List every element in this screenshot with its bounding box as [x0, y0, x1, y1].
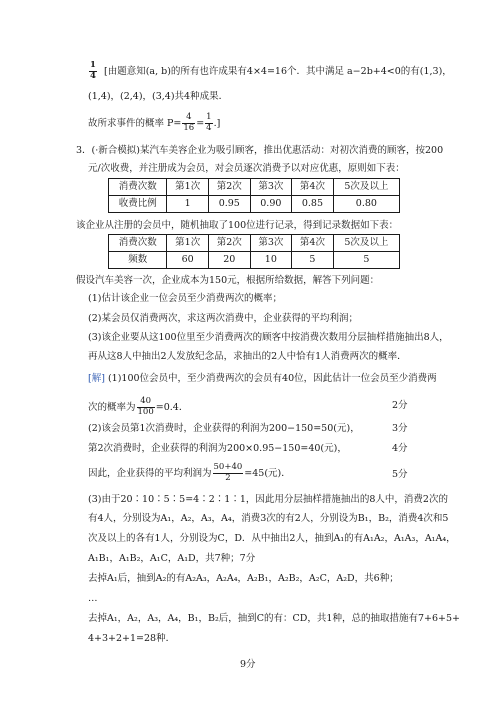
solution-line-3h: 4+3+2+1=28种．	[88, 633, 176, 644]
solution-line-3f: …	[88, 593, 98, 604]
solution-line-3a: (3)由于20∶10∶5∶5=4∶2∶1∶1，因此用分层抽样措施抽出的8人中，消费2次的	[88, 494, 448, 505]
solution-line-1b: 次的概率为 $\frac{40}{100}$ =0.4．	[88, 396, 189, 417]
question-3-line-3: 该企业从注册的会员中，随机抽取了100位进行记录，得到记录数据如下表：	[76, 220, 399, 231]
question-3-line-4: 假设汽车美容一次，企业成本为150元，根据所给数据，解答下列问题：	[76, 275, 380, 286]
frequency-table	[108, 234, 400, 269]
score-mark: 5分	[392, 469, 408, 480]
solution-line-2c: 因此，企业获得的平均利润为 $\frac{50+40}{2}$ =45(元)．	[88, 462, 291, 483]
answer-fraction: $\frac{1}{4}$	[90, 60, 96, 81]
question-3-part-3-b: 再从这8人中抽出2人发放纪念品，求抽出的2人中恰有1人消费两次的概率．	[88, 351, 407, 362]
question-3-part-2: (2)某会员仅消费两次，求这两次消费中，企业获得的平均利润；	[88, 313, 358, 324]
table-row: 频数 60 20 10 5 5	[109, 252, 400, 269]
score-mark: 2分	[392, 400, 408, 411]
question-3-line-2: 元/次收费，并注册成为会员，对会员逐次消费予以对应优惠，原则如下表：	[88, 163, 405, 174]
score-mark: 9分	[240, 659, 256, 670]
table-row: 消费次数 第1次 第2次 第3次 第4次 5次及以上	[109, 235, 400, 252]
solution-label: [解]	[88, 373, 105, 384]
solution-line-3e: 去掉A₁后，抽到A₂的有A₂A₃，A₂A₄，A₂B₁，A₂B₂，A₂C，A₂D，共6种；	[88, 573, 399, 584]
solution-line-3g: 去掉A₁，A₂，A₃，A₄，B₁，B₂后，抽到C的有：CD，共1种，总的抽取措施有7+6+5+	[88, 613, 460, 624]
question-3-line-1: 3．(·新合模拟)某汽车美容企业为吸引顾客，推出优惠活动：对初次消费的顾客，按200	[76, 145, 444, 156]
solution-line-2b: 第2次消费时，企业获得的利润为200×0.95−150=40(元)，	[88, 443, 347, 454]
discount-table	[108, 178, 400, 213]
solution-line-3b: 有4人，分别设为A₁，A₂，A₃，A₄，消费3次的有2人，分别设为B₁，B₂，消费4次和5	[88, 513, 449, 524]
question-3-part-1: (1)估计该企业一位会员至少消费两次的概率；	[88, 293, 282, 304]
score-mark: 3分	[392, 423, 408, 434]
solution-line-3d: A₁B₁，A₁B₂，A₁C，A₁D，共7种；7分	[88, 553, 256, 564]
solution-line-3c: 次及以上的各有1人，分别设为C，D．从中抽出2人，抽到A₁的有A₁A₂，A₁A₃，A₁A₄，	[88, 533, 456, 544]
answer-line-1: [由题意知(a, b)的所有也许成果有4×4=16个．其中满足 a−2b+4<0的有(1,3)，	[104, 66, 452, 77]
question-3-part-3-a: (3)该企业要从这100位里至少消费两次的顾客中按消费次数用分层抽样措施抽出8人，	[88, 332, 449, 343]
table-row: 消费次数 第1次 第2次 第3次 第4次 5次及以上	[109, 179, 400, 196]
score-mark: 4分	[392, 443, 408, 454]
answer-line-3: 故所求事件的概率 P= $\frac{4}{16}$ = $\frac{1}{4}$ .]	[88, 112, 221, 133]
answer-line-2: (1,4)，(2,4)，(3,4)共4种成果．	[88, 91, 229, 102]
solution-line-2a: (2)该会员第1次消费时，企业获得的利润为200−150=50(元)，	[88, 423, 360, 434]
table-row: 收费比例 1 0.95 0.90 0.85 0.80	[109, 196, 400, 213]
solution-line-1a: [解] (1)100位会员中，至少消费两次的会员有40位，因此估计一位会员至少消费两	[88, 373, 437, 384]
